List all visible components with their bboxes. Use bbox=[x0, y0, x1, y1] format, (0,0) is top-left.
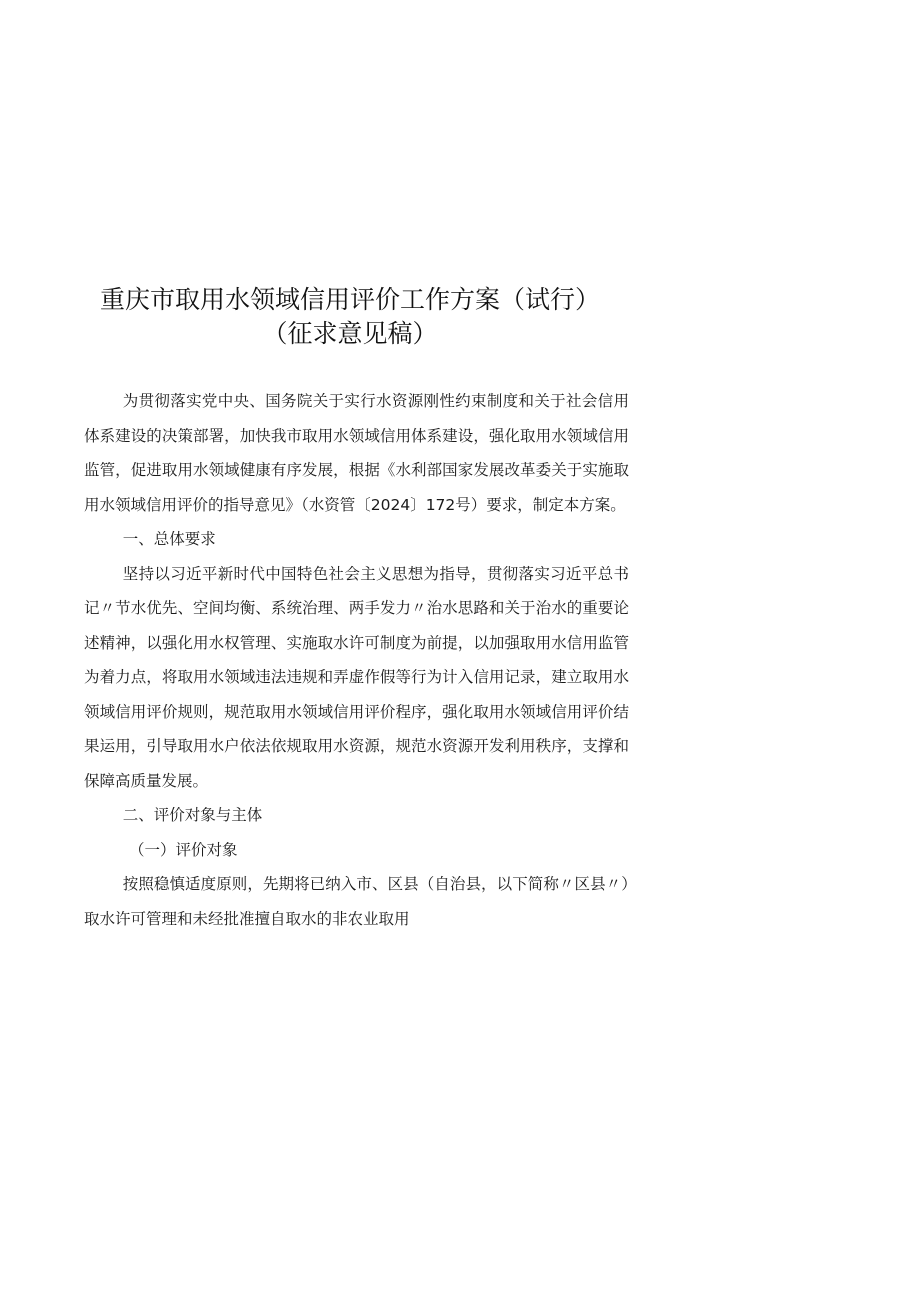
section-heading-general-requirements: 一、总体要求 bbox=[122, 530, 216, 548]
subsection-heading-evaluation-object: （一）评价对象 bbox=[128, 840, 238, 859]
document-subtitle: （征求意见稿） bbox=[262, 319, 438, 348]
section-heading-evaluation-objects: 二、评价对象与主体 bbox=[122, 806, 263, 824]
evaluation-object-paragraph: 按照稳慎适度原则，先期将已纳入市、区县（自治县，以下简称〃区县〃）取水许可管理和未经批准擅自取水的非农业取用 bbox=[84, 875, 629, 928]
document-body bbox=[84, 384, 629, 936]
general-requirements-paragraph: 坚持以习近平新时代中国特色社会主义思想为指导，贯彻落实习近平总书记〃节水优先、空间均衡、系统治理、两手发力〃治水思路和关于治水的重要论述精神，以强化用水权管理、实施取水许可制度为前提，以加强取用水信用监管为着力点，将取用水领域违法违规和弄虚作假等行为计入信用记录，建立取用水领域信用评价规则，规范取用水领域信用评价程序，强化取用水领域信用评价结果运用，引导取用水户依法依规取用水资源，规范水资源开发利用秩序，支撑和保障高质量发展。 bbox=[84, 564, 629, 790]
document-title: 重庆市取用水领域信用评价工作方案（试行） bbox=[99, 285, 600, 314]
intro-paragraph: 为贯彻落实党中央、国务院关于实行水资源刚性约束制度和关于社会信用体系建设的决策部署，加快我市取用水领域信用体系建设，强化取用水领域信用监管，促进取用水领域健康有序发展，根据《水利部国家发展改革委关于实施取用水领域信用评价的指导意见》（水资管〔2024〕172号）要求，制定本方案。 bbox=[84, 392, 629, 514]
